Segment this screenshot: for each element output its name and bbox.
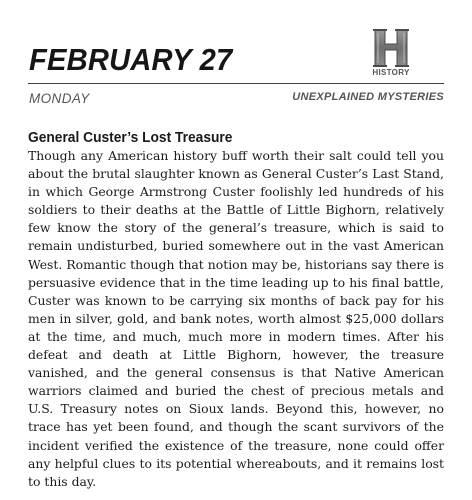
page-date: FEBRUARY 27 [29, 42, 233, 77]
article-body: Though any American history buff worth their salt could tell you about the brutal slaughter known as General Custer’s Last Stand, in which George Armstrong Custer foolishly led hundreds of his soldiers to their deaths at the Battle of Little Bighorn, relatively few know the story of the general’s treasure, which is said to remain undisturbed, buried somewhere out in the vast American West. Romantic though that notion may be, historians say there is persuasive evidence that in the time leading up to his final battle, Custer was known to be carrying six months of back pay for his men in silver, gold, and bank notes, worth almost $25,000 dollars at the time, and much, much more in modern times. After his defeat and death at Little Bighorn, however, the treasure vanished, and the general consensus is that Native American warriors claimed and buried the chest of precious metals and U.S. Treasury notes on Sioux lands. Beyond this, however, no trace has yet been found, and though the scant survivors of the incident verified the existence of the treasure, none could offer any helpful clues to its potential whereabouts, and it remains lost to this day. [28, 148, 444, 489]
page-day: MONDAY [29, 91, 90, 106]
category-label: UNEXPLAINED MYSTERIES [292, 91, 444, 103]
header-divider [28, 83, 444, 84]
history-logo-text: HISTORY [372, 68, 410, 77]
article-title: General Custer’s Lost Treasure [28, 130, 233, 146]
